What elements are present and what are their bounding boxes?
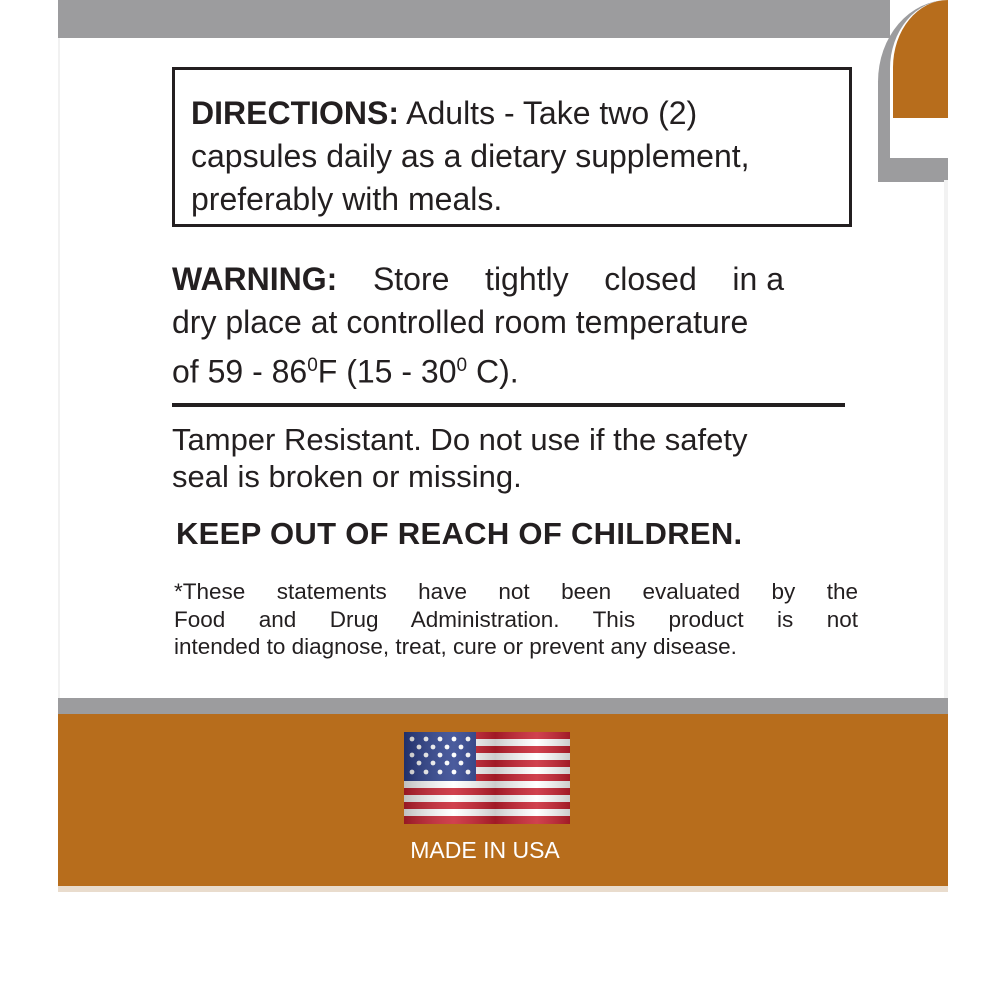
directions-line-1 bbox=[191, 92, 833, 135]
directions-box bbox=[172, 67, 852, 227]
bottom-grey-band bbox=[58, 698, 948, 714]
disclaimer-line-2: Food and Drug Administration. This product is not bbox=[174, 606, 858, 632]
temperature-fahrenheit-start: of 59 - 86 bbox=[172, 353, 308, 390]
temperature-celsius-end: C). bbox=[467, 353, 519, 390]
tamper-line-1: Tamper Resistant. Do not use if the safety bbox=[172, 422, 748, 457]
warning-section bbox=[172, 258, 852, 394]
disclaimer-line-3: intended to diagnose, treat, cure or prevent any disease. bbox=[174, 634, 737, 659]
warning-word: closed bbox=[604, 261, 697, 297]
us-flag-icon bbox=[404, 732, 570, 824]
tamper-line-2: seal is broken or missing. bbox=[172, 459, 522, 494]
left-edge-shade bbox=[58, 38, 60, 698]
warning-word: tightly bbox=[485, 261, 569, 297]
warning-line-2: dry place at controlled room temperature bbox=[172, 304, 749, 340]
warning-heading: WARNING: bbox=[172, 261, 338, 297]
tamper-notice bbox=[172, 421, 852, 495]
disclaimer-line-1: *These statements have not been evaluated by the bbox=[174, 579, 858, 604]
warning-word: in a bbox=[732, 261, 784, 297]
top-grey-band bbox=[58, 0, 890, 38]
fda-disclaimer bbox=[174, 578, 858, 661]
temperature-celsius-start: F (15 - 30 bbox=[317, 353, 457, 390]
right-edge-shade bbox=[944, 180, 948, 700]
directions-line-2: capsules daily as a dietary supplement, bbox=[191, 138, 750, 174]
keep-out-warning: KEEP OUT OF REACH OF CHILDREN. bbox=[176, 516, 743, 551]
directions-heading: DIRECTIONS: bbox=[191, 95, 399, 131]
section-divider bbox=[172, 403, 845, 407]
made-in-usa-text: MADE IN USA bbox=[410, 837, 560, 863]
corner-decoration-orange bbox=[893, 0, 948, 118]
warning-line-3 bbox=[172, 344, 852, 394]
warning-word: Store bbox=[372, 261, 450, 297]
degree-mark: 0 bbox=[307, 355, 318, 376]
directions-line-3: preferably with meals. bbox=[191, 181, 503, 217]
bottom-band-shadow bbox=[58, 886, 948, 892]
degree-mark: 0 bbox=[456, 355, 468, 376]
directions-text-1: Adults - Take two (2) bbox=[406, 95, 698, 131]
warning-line-1 bbox=[172, 258, 784, 301]
